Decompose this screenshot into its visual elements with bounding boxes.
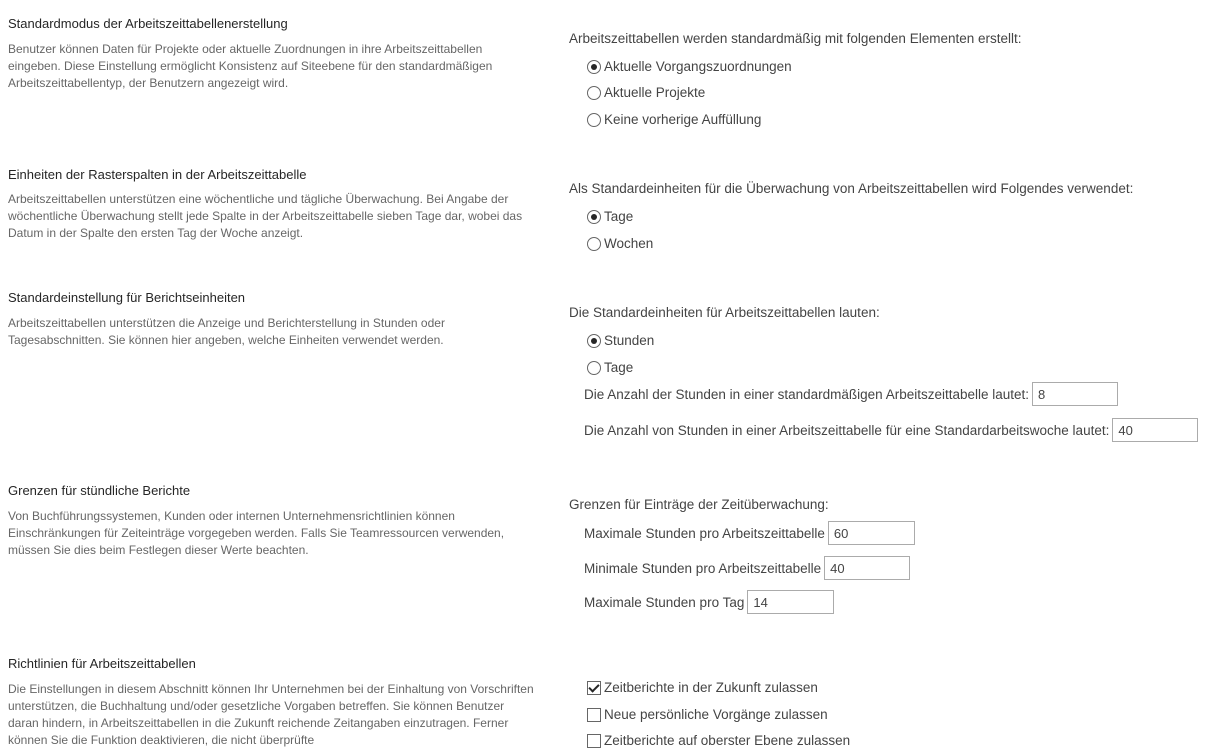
max-hours-timesheet-input[interactable] xyxy=(828,521,915,545)
section-desc-reporting-units: Arbeitszeittabellen unterstützen die Anzeige und Berichterstellung in Stunden oder Tagesabschnitten. Sie können hier angeben, welche Einheiten verwendet werden. xyxy=(8,316,445,347)
grid-units-prompt: Als Standardeinheiten für die Überwachung von Arbeitszeittabellen wird Folgendes verwendet: xyxy=(569,181,1134,196)
field-standard-week-hours xyxy=(584,418,1198,442)
field-label: Die Anzahl von Stunden in einer Arbeitszeittabelle für eine Standardarbeitswoche lautet: xyxy=(584,422,1110,438)
radio-selected-icon[interactable] xyxy=(587,210,601,224)
radio-label: Tage xyxy=(604,209,634,224)
hourly-limits-prompt: Grenzen für Einträge der Zeitüberwachung: xyxy=(569,497,829,512)
section-title-grid-units: Einheiten der Rasterspalten in der Arbeitszeittabelle xyxy=(8,167,307,182)
field-label: Maximale Stunden pro Tag xyxy=(584,594,745,610)
section-title-reporting-units: Standardeinstellung für Berichtseinheiten xyxy=(8,290,246,305)
standard-day-hours-input[interactable] xyxy=(1032,382,1118,406)
radio-hours[interactable] xyxy=(587,333,654,348)
checkbox-future-reporting[interactable] xyxy=(587,680,818,695)
radio-unselected-icon[interactable] xyxy=(587,237,601,251)
radio-label: Wochen xyxy=(604,236,654,251)
field-label: Minimale Stunden pro Arbeitszeittabelle xyxy=(584,560,822,576)
radio-unselected-icon[interactable] xyxy=(587,86,601,100)
radio-days-units[interactable] xyxy=(587,360,633,375)
radio-unselected-icon[interactable] xyxy=(587,113,601,127)
reporting-units-prompt: Die Standardeinheiten für Arbeitszeittabellen lauten: xyxy=(569,305,880,320)
max-hours-day-input[interactable] xyxy=(747,590,834,614)
standard-week-hours-input[interactable] xyxy=(1112,418,1198,442)
radio-selected-icon[interactable] xyxy=(587,60,601,74)
section-title-hourly-limits: Grenzen für stündliche Berichte xyxy=(8,483,191,498)
radio-unselected-icon[interactable] xyxy=(587,361,601,375)
section-title-timesheet-policies: Richtlinien für Arbeitszeittabellen xyxy=(8,656,196,671)
radio-current-assignments[interactable] xyxy=(587,59,792,74)
radio-label: Aktuelle Projekte xyxy=(604,85,706,100)
creation-mode-prompt: Arbeitszeittabellen werden standardmäßig mit folgenden Elementen erstellt: xyxy=(569,31,1022,46)
checkbox-top-level-reporting[interactable] xyxy=(587,733,850,748)
field-max-hours-timesheet xyxy=(584,521,915,545)
section-desc-hourly-limits: Von Buchführungssystemen, Kunden oder internen Unternehmensrichtlinien können Einschränkungen für Zeiteinträge vorgegeben werden. Falls Sie Teamressourcen verwenden, müssen Sie dies beim Festlegen dieser Werte beachten. xyxy=(8,509,505,557)
radio-label: Stunden xyxy=(604,333,655,348)
section-title-creation-mode: Standardmodus der Arbeitszeittabellenerstellung xyxy=(8,16,288,31)
checkbox-unchecked-icon[interactable] xyxy=(587,734,601,748)
checkbox-label: Zeitberichte auf oberster Ebene zulassen xyxy=(604,733,851,748)
checkbox-label: Zeitberichte in der Zukunft zulassen xyxy=(604,680,818,695)
radio-label: Tage xyxy=(604,360,634,375)
field-min-hours-timesheet xyxy=(584,556,910,580)
checkbox-unchecked-icon[interactable] xyxy=(587,708,601,722)
min-hours-timesheet-input[interactable] xyxy=(824,556,910,580)
radio-days[interactable] xyxy=(587,209,633,224)
radio-weeks[interactable] xyxy=(587,236,653,251)
field-max-hours-day xyxy=(584,590,834,614)
section-desc-creation-mode: Benutzer können Daten für Projekte oder aktuelle Zuordnungen in ihre Arbeitszeittabellen eingeben. Diese Einstellung ermöglicht Konsistenz auf Siteebene für den standardmäßigen Arbeitszeittabellentyp, der Benutzern angezeigt wird. xyxy=(8,42,493,90)
radio-selected-icon[interactable] xyxy=(587,334,601,348)
section-desc-timesheet-policies: Die Einstellungen in diesem Abschnitt können Ihr Unternehmen bei der Einhaltung von Vorschriften unterstützen, die Buchhaltung und/oder gesetzliche Vorgaben betreffen. Sie können Benutzer daran hindern, in Arbeitszeittabellen in die Zukunft reichende Zeitangaben einzutragen. Ferner können Sie die Funktion deaktivieren, die nicht überprüfte xyxy=(8,682,534,747)
radio-label: Keine vorherige Auffüllung xyxy=(604,112,762,127)
checkbox-new-personal-tasks[interactable] xyxy=(587,707,828,722)
radio-label: Aktuelle Vorgangszuordnungen xyxy=(604,59,792,74)
field-label: Die Anzahl der Stunden in einer standardmäßigen Arbeitszeittabelle lautet: xyxy=(584,386,1030,402)
field-label: Maximale Stunden pro Arbeitszeittabelle xyxy=(584,525,825,541)
section-desc-grid-units: Arbeitszeittabellen unterstützen eine wöchentliche und tägliche Überwachung. Bei Angabe der wöchentliche Überwachung stellt jede Spalte in der Arbeitszeittabelle sieben Tage dar, wobei das Datum in der Spalte den ersten Tag der Woche anzeigt. xyxy=(8,192,523,240)
checkbox-label: Neue persönliche Vorgänge zulassen xyxy=(604,707,828,722)
checkbox-checked-icon[interactable] xyxy=(587,681,601,695)
radio-current-projects[interactable] xyxy=(587,85,705,100)
radio-no-prefill[interactable] xyxy=(587,112,761,127)
field-standard-day-hours xyxy=(584,382,1118,406)
